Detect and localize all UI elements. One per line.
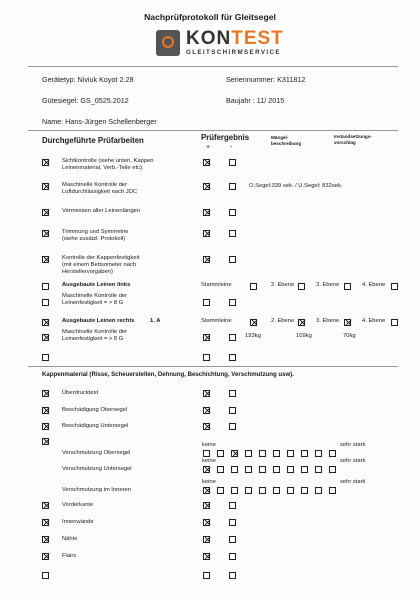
soiling-scale-box[interactable] [315,466,322,473]
material-label: Beschädigung Untersegel [62,423,129,429]
soiling-scale-box[interactable] [315,450,322,457]
blank-row-box[interactable] [42,354,49,361]
defects-heading: Mängel- beschreibung [271,135,302,146]
soiling-scale-box[interactable] [203,487,210,494]
material-heading: Kappenmaterial (Risse, Scheuerstellen, Dehnung, Beschichtung, Verschmutzung usw). [42,371,294,378]
soiling-scale-box[interactable] [245,487,252,494]
lines-left-machine-box[interactable] [42,299,49,306]
material-done-box[interactable] [42,390,49,397]
lines-right-value2: 109kg [296,333,312,339]
soiling-sehr-stark: sehr stark [340,479,366,485]
final-blank-box[interactable] [42,572,49,579]
material-label: Beschädigung Obersegel [62,407,128,413]
check-done-box[interactable] [42,183,49,190]
lines-right-ebene4: 4. Ebene [362,318,386,324]
lines-right-stamm-box[interactable] [250,319,257,326]
check-label: Kontrolle der Kappenfestigkeit (mit einem Bettsometer nach Herstellervorgaben) [62,255,140,276]
lines-right-ebene3-box[interactable] [344,319,351,326]
lines-left-label: Ausgebaute Leinen links [62,282,131,288]
final-blank-plus-box[interactable] [203,572,210,579]
soiling-scale-box[interactable] [273,466,280,473]
quality-seal: Gütesiegel: GS_0525.2012 [42,96,129,105]
check-note: O.Segel:339 sek. / U.Segel: 832sek. [249,183,343,189]
lines-left-ebene3-box[interactable] [344,283,351,290]
results-heading: Prüfergebnis [201,133,250,142]
lines-right-count: 1. A [150,318,161,324]
final-plus-box[interactable] [203,502,210,509]
soiling-scale-box[interactable] [245,450,252,457]
lines-left-ebene3: 3. Ebene [316,282,340,288]
final-label: Flairs [62,553,77,559]
soiling-label: Verschmutzung Untersegel [62,466,132,472]
device-type: Gerätetyp: Niviuk Koyot 2.28 [42,75,134,84]
lines-right-ebene2-box[interactable] [298,319,305,326]
soiling-keine: keine [202,479,216,485]
lines-left-minus-box[interactable] [229,299,236,306]
check-plus-box[interactable] [203,209,210,216]
soiling-scale-box[interactable] [217,487,224,494]
material-divider [28,366,398,367]
check-done-box[interactable] [42,159,49,166]
soiling-scale-box[interactable] [231,466,238,473]
lines-right-ebene4-box[interactable] [391,319,398,326]
serial-number: Seriennummer: K311812 [226,75,306,84]
final-done-box[interactable] [42,502,49,509]
checks-heading: Durchgeführte Prüfarbeiten [42,136,144,145]
final-minus-box[interactable] [229,502,236,509]
soiling-scale-box[interactable] [217,450,224,457]
soiling-scale-box[interactable] [245,466,252,473]
final-label: Innenwände [62,519,94,525]
soiling-scale-box[interactable] [329,487,336,494]
check-minus-box[interactable] [229,183,236,190]
soiling-scale-box[interactable] [315,487,322,494]
check-label: Vermessen aller Leinenlängen [62,208,140,214]
final-minus-box[interactable] [229,553,236,560]
plus-heading: + [206,144,211,151]
lines-left-machine-label: Maschinelle Kontrolle der Leinenfestigkeit = > 8 G [62,293,128,307]
check-label: Trimmung und Symmetrie (siehe zusätzl. Protokoll) [62,229,129,243]
lines-right-plus-box[interactable] [203,334,210,341]
lines-left-ebene4: 4. Ebene [362,282,386,288]
lines-left-done-box[interactable] [42,283,49,290]
final-label: Nähte [62,536,78,542]
material-plus-box[interactable] [203,423,210,430]
soiling-sehr-stark: sehr stark [340,458,366,464]
lines-left-plus-box[interactable] [203,299,210,306]
logo-badge-icon [156,30,180,56]
final-done-box[interactable] [42,553,49,560]
material-done-box[interactable] [42,423,49,430]
lines-left-ebene4-box[interactable] [391,283,398,290]
minus-heading: - [230,144,233,151]
soiling-scale-box[interactable] [203,466,210,473]
check-minus-box[interactable] [229,256,236,263]
soiling-scale-box[interactable] [259,450,266,457]
soiling-scale-box[interactable] [273,487,280,494]
check-done-box[interactable] [42,256,49,263]
check-done-box[interactable] [42,209,49,216]
check-minus-box[interactable] [229,230,236,237]
final-done-box[interactable] [42,536,49,543]
logo-brand-prefix: KON [186,28,232,49]
lines-right-ebene2: 2. Ebene [271,318,295,324]
lines-left-stamm-box[interactable] [250,283,257,290]
info-divider [28,130,398,131]
lines-right-label: Ausgebaute Leinen rechts [62,318,135,324]
soiling-scale-box[interactable] [287,466,294,473]
check-plus-box[interactable] [203,183,210,190]
lines-right-done-box[interactable] [42,319,49,326]
material-minus-box[interactable] [229,407,236,414]
soiling-scale-box[interactable] [259,487,266,494]
lines-right-machine-label: Maschinelle Kontrolle der Leinenfestigkeit = > 8 G [62,329,128,343]
final-minus-box[interactable] [229,536,236,543]
lines-right-value3: 70kg [343,333,356,339]
lines-right-stammleine: Stammleine [201,318,232,324]
build-year: Baujahr : 11/ 2015 [226,96,285,105]
soiling-scale-box[interactable] [231,450,238,457]
soiling-scale-box[interactable] [301,450,308,457]
soiling-scale-box[interactable] [231,487,238,494]
material-minus-box[interactable] [229,390,236,397]
soiling-scale-box[interactable] [301,466,308,473]
owner-name: Name: Hans-Jürgen Schellenberger [42,117,157,126]
soiling-scale-box[interactable] [203,450,210,457]
lines-right-ebene3: 3. Ebene [316,318,340,324]
soiling-scale-box[interactable] [287,487,294,494]
soiling-label: Verschmutzung im Inneren [62,487,131,493]
logo-subtitle: GLEITSCHIRMSERVICE [186,49,281,56]
lines-left-stammleine: Stammleine [201,282,232,288]
check-plus-box[interactable] [203,230,210,237]
soiling-scale-box[interactable] [217,466,224,473]
logo-wordmark [186,28,284,50]
soiling-scale-box[interactable] [329,450,336,457]
blank-row-plus-box[interactable] [203,354,210,361]
check-done-box[interactable] [42,230,49,237]
soiling-scale-box[interactable] [273,450,280,457]
kontest-logo [156,28,306,62]
soiling-label: Verschmutzung Obersegel [62,450,131,456]
final-plus-box[interactable] [203,519,210,526]
lines-right-machine-box[interactable] [42,334,49,341]
soiling-scale-box[interactable] [329,466,336,473]
lines-left-ebene2: 2. Ebene [271,282,295,288]
soiling-keine: keine [202,442,216,448]
soiling-keine: keine [202,458,216,464]
header-divider [28,66,398,67]
final-blank-minus-box[interactable] [229,572,236,579]
material-plus-box[interactable] [203,390,210,397]
check-label: Maschinelle Kontrolle der Luftdurchlässigkeit nach JDC [62,182,138,196]
repair-heading: Instandsetzungs- vorschlag [334,134,372,145]
soiling-sehr-stark: sehr stark [340,442,366,448]
check-minus-box[interactable] [229,209,236,216]
material-plus-box[interactable] [203,407,210,414]
document-title: Nachprüfprotokoll für Gleitsegel [144,12,276,22]
material-label: Überdrucktest [62,390,99,396]
soiling-scale-box[interactable] [301,487,308,494]
blank-row-minus-box[interactable] [229,354,236,361]
lines-right-minus-box[interactable] [229,334,236,341]
lines-left-ebene2-box[interactable] [298,283,305,290]
soiling-scale-box[interactable] [287,450,294,457]
soiling-done-box[interactable] [42,438,49,445]
final-plus-box[interactable] [203,536,210,543]
check-label: Sichtkontrolle (siehe unten, Kappen Leinenmaterial, Verb.-Teile etc). [62,158,154,172]
final-done-box[interactable] [42,519,49,526]
logo-brand-suffix: TEST [231,28,284,49]
final-plus-box[interactable] [203,553,210,560]
final-label: Vorderkante [62,502,94,508]
check-minus-box[interactable] [229,159,236,166]
check-plus-box[interactable] [203,159,210,166]
check-plus-box[interactable] [203,256,210,263]
soiling-scale-box[interactable] [259,466,266,473]
material-done-box[interactable] [42,407,49,414]
final-minus-box[interactable] [229,519,236,526]
material-minus-box[interactable] [229,423,236,430]
lines-right-value1: 193kg [245,333,261,339]
